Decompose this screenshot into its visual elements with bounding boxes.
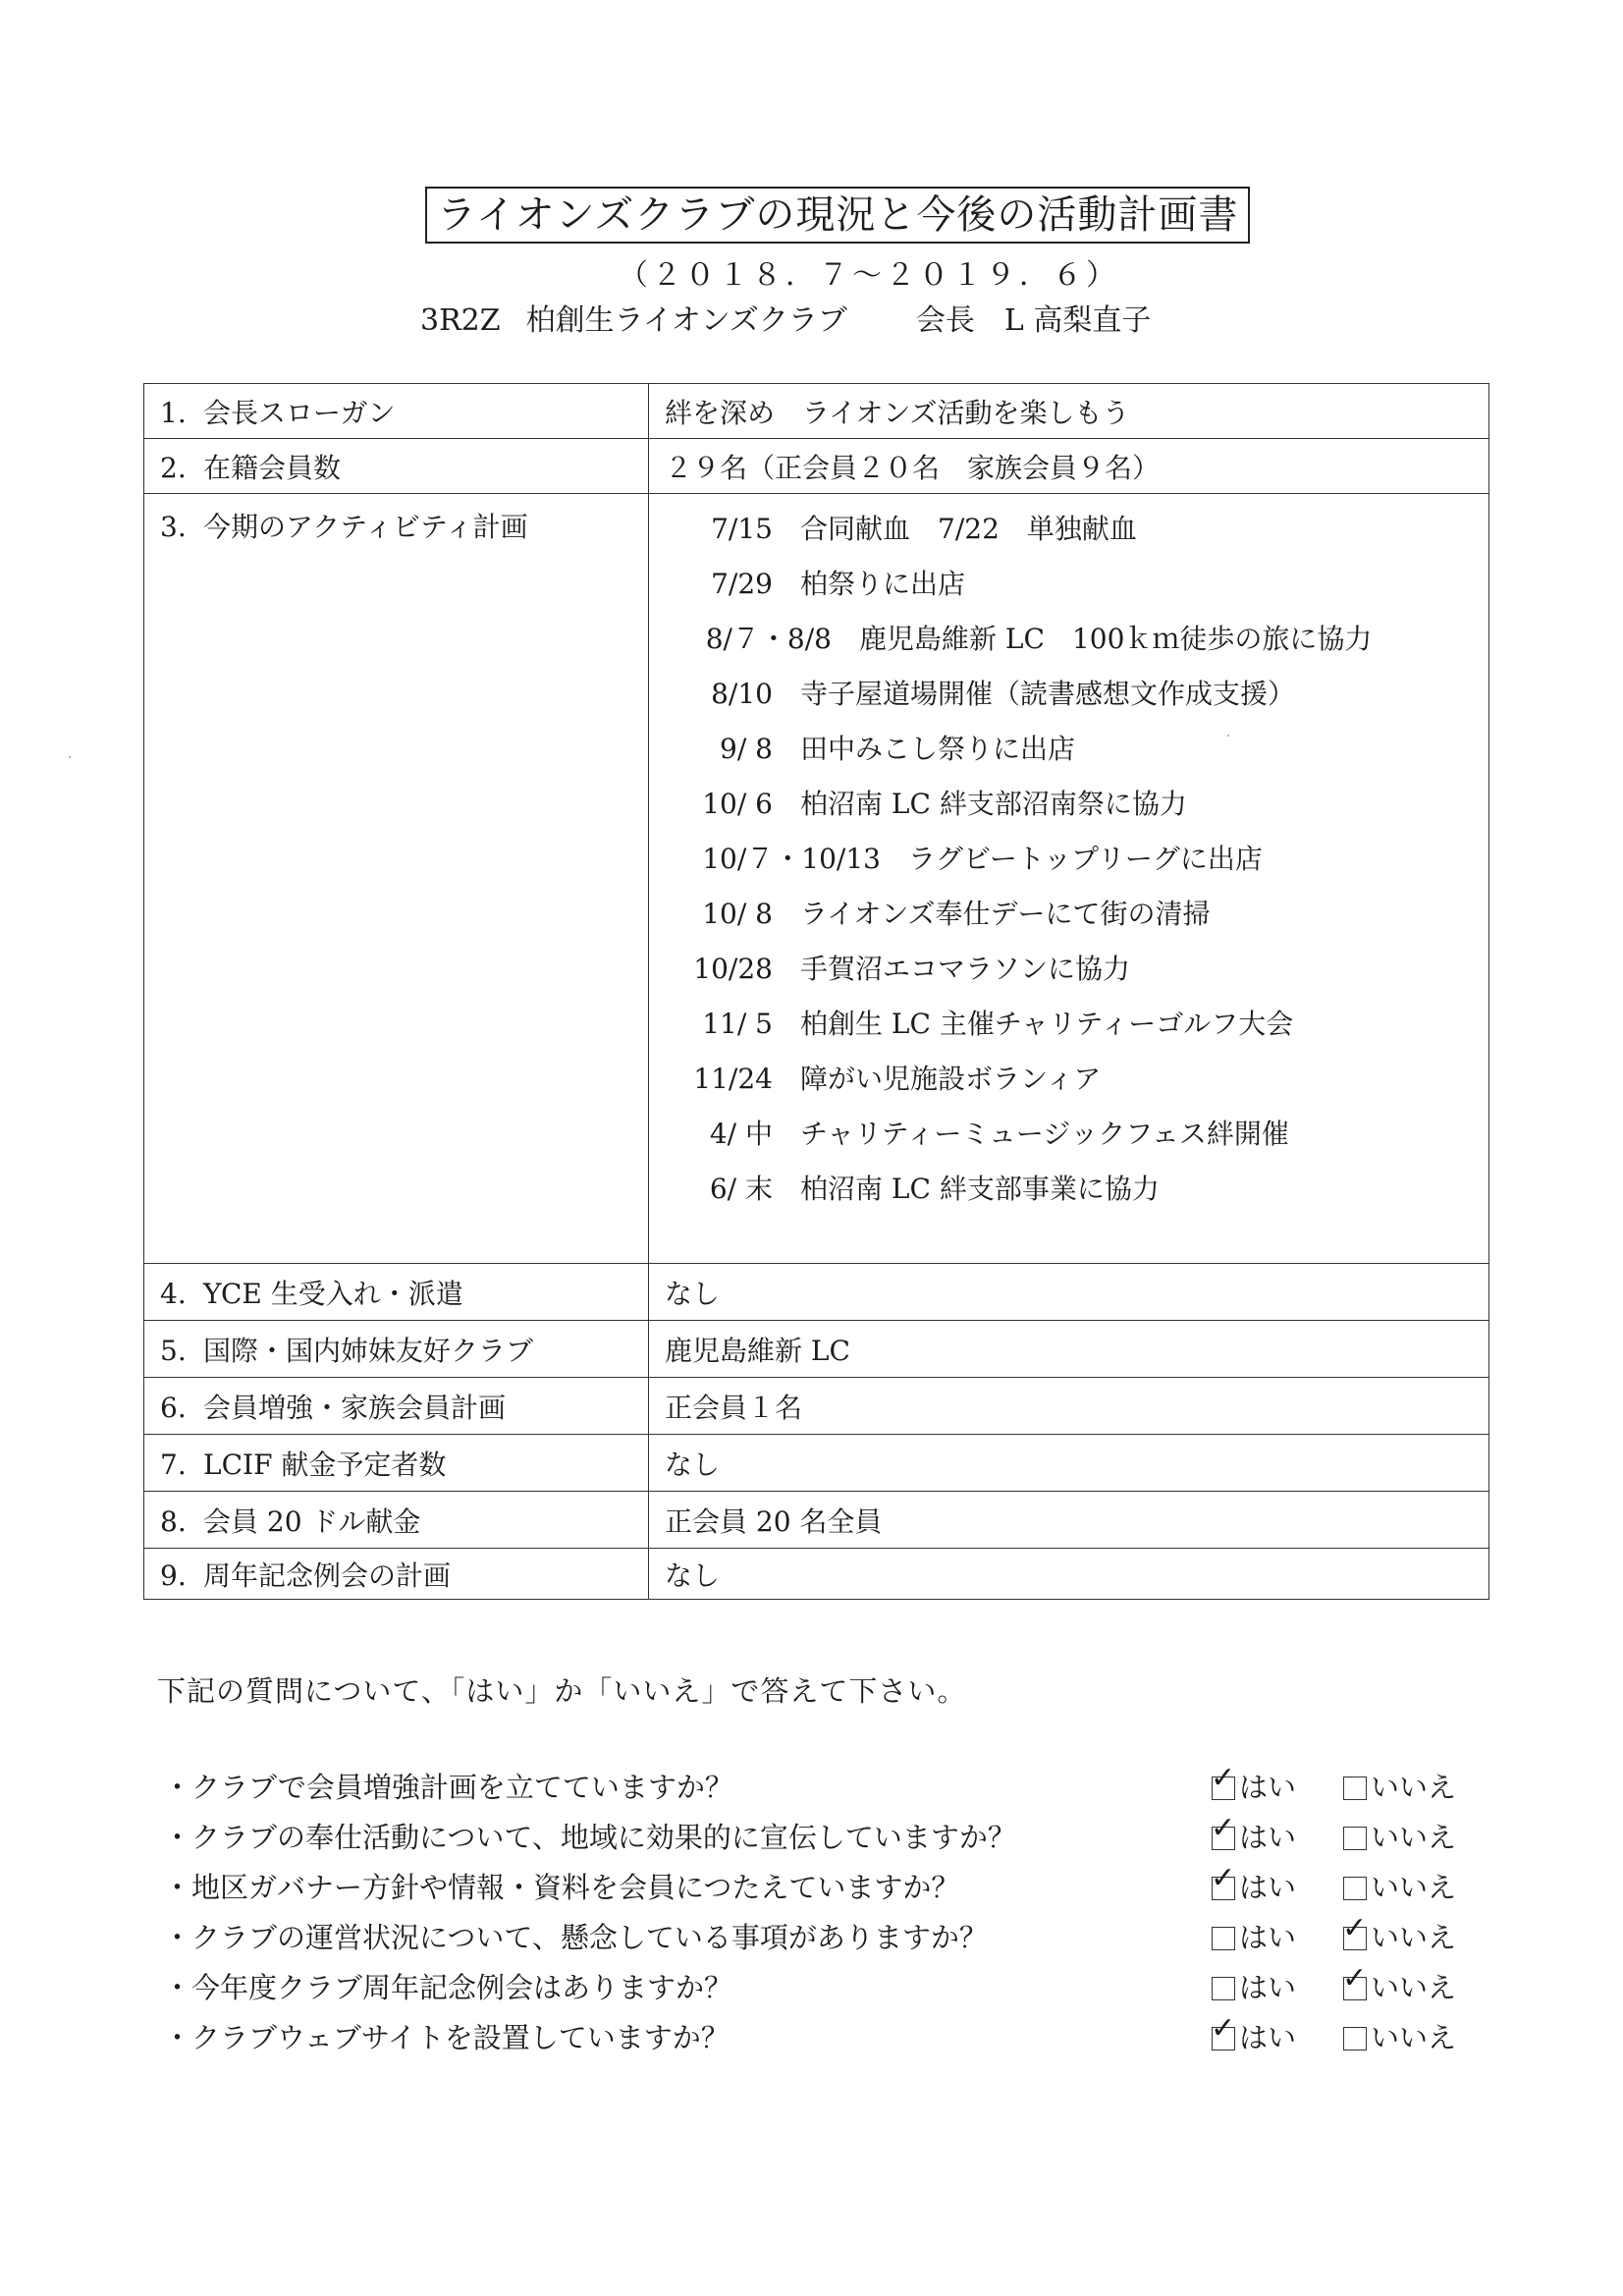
list-item — [665, 502, 1473, 557]
activity-date: 7/15 — [711, 513, 773, 545]
question-row — [163, 1813, 1488, 1863]
row-number: 5. — [160, 1334, 187, 1367]
sister-club-value: 鹿児島維新 LC — [649, 1321, 1489, 1378]
fiscal-period: （２０１８．７～２０１９．６） — [619, 258, 1119, 293]
no-label: いいえ — [1371, 1921, 1457, 1954]
row-label: 周年記念例会の計画 — [203, 1558, 452, 1592]
row-label-cell — [144, 1435, 649, 1492]
check-mark-icon: ✓ — [1211, 1761, 1236, 1795]
row-label-cell — [144, 1321, 649, 1378]
row-label: YCE 生受入れ・派遣 — [203, 1277, 463, 1310]
row-label: 会長スローガン — [203, 396, 396, 429]
no-checkbox[interactable] — [1343, 1777, 1367, 1800]
no-label: いいえ — [1371, 1821, 1457, 1854]
list-item — [665, 887, 1473, 942]
row-label: 今期のアクティビティ計画 — [203, 511, 528, 543]
activity-text: 寺子屋道場開催（読書感想文作成支援） — [800, 678, 1296, 710]
yce-value: なし — [649, 1264, 1489, 1321]
yes-checkbox[interactable] — [1212, 1977, 1235, 2000]
question-row — [163, 1763, 1488, 1813]
row-number: 1. — [160, 396, 187, 429]
activity-text: 柏沼南 LC 絆支部事業に協力 — [800, 1173, 1160, 1205]
check-mark-icon: ✓ — [1342, 1961, 1368, 1995]
activity-date: 10/ 6 — [702, 788, 773, 820]
list-item — [665, 1162, 1473, 1217]
list-item — [665, 612, 1473, 667]
document-title: ライオンズクラブの現況と今後の活動計画書 — [425, 187, 1250, 244]
yes-label: はい — [1239, 1771, 1297, 1804]
activity-text: 鹿児島維新 LC 100ｋｍ徒歩の旅に協力 — [859, 623, 1373, 655]
activity-text: 手賀沼エコマラソンに協力 — [800, 953, 1131, 985]
activity-date: 10/ 8 — [702, 898, 773, 930]
list-item — [665, 997, 1473, 1052]
yes-label: はい — [1239, 1971, 1297, 2004]
no-checkbox[interactable] — [1342, 1911, 1368, 1950]
yes-option[interactable] — [1212, 1963, 1296, 2013]
table-row — [144, 1378, 1489, 1435]
plan-table — [143, 383, 1489, 1600]
yes-label: はい — [1239, 1921, 1297, 1954]
row-label-cell — [144, 494, 649, 1264]
activity-date: 6/ 末 — [709, 1173, 773, 1205]
table-row — [144, 1321, 1489, 1378]
yes-option[interactable] — [1212, 1913, 1296, 1963]
no-checkbox[interactable] — [1342, 1961, 1368, 2000]
activity-text: 柏祭りに出店 — [800, 568, 966, 600]
anniversary-value: なし — [649, 1549, 1489, 1600]
no-option[interactable] — [1343, 1963, 1456, 2013]
no-option[interactable] — [1343, 1813, 1456, 1863]
no-option[interactable] — [1343, 1913, 1456, 1963]
question-text: ・クラブの奉仕活動について、地域に効果的に宣伝していますか？ — [163, 1821, 1016, 1854]
scan-speck — [69, 756, 71, 758]
check-mark-icon: ✓ — [1211, 2011, 1236, 2046]
activity-list — [665, 494, 1473, 1217]
activity-date: 8/10 — [711, 678, 773, 710]
row-label-cell — [144, 384, 649, 439]
question-row — [163, 1963, 1488, 2013]
row-label-cell — [144, 439, 649, 494]
yes-label: はい — [1239, 1871, 1297, 1904]
table-row — [144, 1492, 1489, 1549]
yes-checkbox[interactable] — [1211, 1811, 1236, 1850]
question-row — [163, 2013, 1488, 2063]
no-checkbox[interactable] — [1343, 1827, 1367, 1850]
row-label: 会員増強・家族会員計画 — [203, 1391, 507, 1424]
survey-questions — [163, 1763, 1488, 2063]
yes-checkbox[interactable] — [1212, 1927, 1235, 1950]
row-label-cell — [144, 1549, 649, 1600]
yes-checkbox[interactable] — [1211, 2011, 1236, 2050]
row-number: 9. — [160, 1558, 187, 1592]
question-text: ・今年度クラブ周年記念例会はありますか？ — [163, 1971, 733, 2004]
president-name: 会長 L 高梨直子 — [915, 303, 1152, 338]
row-label: 在籍会員数 — [203, 451, 342, 484]
scan-speck — [1227, 735, 1229, 737]
no-label: いいえ — [1371, 1971, 1457, 2004]
list-item — [665, 832, 1473, 887]
activity-list-cell — [649, 494, 1489, 1264]
row-number: 3. — [160, 511, 187, 543]
table-row — [144, 439, 1489, 494]
check-mark-icon: ✓ — [1211, 1811, 1236, 1845]
activity-text: 柏沼南 LC 絆支部沼南祭に協力 — [800, 788, 1187, 820]
club-line — [420, 296, 1151, 339]
row-label: 会員 20 ドル献金 — [203, 1504, 421, 1538]
no-option[interactable] — [1343, 2013, 1456, 2063]
activity-date: 10/７・10/13 — [702, 843, 881, 875]
list-item — [665, 942, 1473, 997]
list-item — [665, 722, 1473, 777]
member-count-value: ２９名（正会員２０名 家族会員９名） — [649, 439, 1489, 494]
yes-option[interactable] — [1212, 1763, 1296, 1813]
yes-option[interactable] — [1212, 1813, 1296, 1863]
no-label: いいえ — [1371, 2021, 1457, 2054]
list-item — [665, 667, 1473, 722]
table-row — [144, 494, 1489, 1264]
list-item — [665, 1052, 1473, 1107]
question-text: ・クラブウェブサイトを設置していますか？ — [163, 2021, 730, 2054]
row-label: LCIF 献金予定者数 — [203, 1448, 447, 1481]
activity-date: 8/７・8/8 — [705, 623, 832, 655]
activity-date: 11/ 5 — [702, 1008, 773, 1040]
slogan-value: 絆を深め ライオンズ活動を楽しもう — [649, 384, 1489, 439]
table-row — [144, 1549, 1489, 1600]
activity-text: 田中みこし祭りに出店 — [800, 733, 1076, 765]
no-checkbox[interactable] — [1343, 1877, 1367, 1900]
no-label: いいえ — [1371, 1871, 1457, 1904]
row-number: 7. — [160, 1448, 187, 1481]
club-name: 柏創生ライオンズクラブ — [525, 303, 847, 338]
membership-plan-value: 正会員１名 — [649, 1378, 1489, 1435]
question-row — [163, 1863, 1488, 1913]
row-number: 8. — [160, 1504, 187, 1538]
table-row — [144, 1264, 1489, 1321]
district-code: 3R2Z — [420, 303, 501, 338]
list-item — [665, 557, 1473, 612]
list-item — [665, 777, 1473, 832]
list-item — [665, 1107, 1473, 1162]
table-row — [144, 384, 1489, 439]
check-mark-icon: ✓ — [1211, 1861, 1236, 1895]
row-number: 6. — [160, 1391, 187, 1424]
row-label-cell — [144, 1378, 649, 1435]
question-text: ・クラブで会員増強計画を立てていますか？ — [163, 1771, 733, 1804]
table-row — [144, 1435, 1489, 1492]
activity-text: 合同献血 7/22 単独献血 — [800, 513, 1137, 545]
yes-option[interactable] — [1212, 2013, 1296, 2063]
yes-option[interactable] — [1212, 1863, 1296, 1913]
donation-value: 正会員 20 名全員 — [649, 1492, 1489, 1549]
row-label: 国際・国内姉妹友好クラブ — [203, 1334, 534, 1367]
yes-label: はい — [1239, 1821, 1297, 1854]
yes-label: はい — [1239, 2021, 1297, 2054]
row-number: 2. — [160, 451, 187, 484]
activity-text: ライオンズ奉仕デーにて街の清掃 — [800, 898, 1211, 930]
activity-date: 9/ 8 — [720, 733, 773, 765]
survey-instruction: 下記の質問について、「はい」か「いいえ」で答えて下さい。 — [157, 1674, 967, 1708]
activity-date: 10/28 — [693, 953, 773, 985]
activity-date: 11/24 — [693, 1063, 773, 1095]
row-label-cell — [144, 1264, 649, 1321]
no-option[interactable] — [1343, 1763, 1456, 1813]
yes-checkbox[interactable] — [1211, 1761, 1236, 1800]
question-row — [163, 1913, 1488, 1963]
activity-text: ラグビートップリーグに出店 — [908, 843, 1263, 875]
row-number: 4. — [160, 1277, 187, 1310]
row-label-cell — [144, 1492, 649, 1549]
no-checkbox[interactable] — [1343, 2027, 1367, 2050]
activity-text: 柏創生 LC 主催チャリティーゴルフ大会 — [800, 1008, 1294, 1040]
no-option[interactable] — [1343, 1863, 1456, 1913]
lcif-value: なし — [649, 1435, 1489, 1492]
question-text: ・地区ガバナー方針や情報・資料を会員につたえていますか？ — [163, 1871, 960, 1904]
question-text: ・クラブの運営状況について、懸念している事項がありますか？ — [163, 1921, 988, 1954]
no-label: いいえ — [1371, 1771, 1457, 1804]
activity-text: チャリティーミュージックフェス絆開催 — [800, 1118, 1289, 1150]
check-mark-icon: ✓ — [1342, 1911, 1368, 1945]
activity-date: 7/29 — [711, 568, 773, 600]
activity-date: 4/ 中 — [709, 1118, 773, 1150]
yes-checkbox[interactable] — [1211, 1861, 1236, 1900]
activity-text: 障がい児施設ボランィア — [800, 1063, 1102, 1095]
